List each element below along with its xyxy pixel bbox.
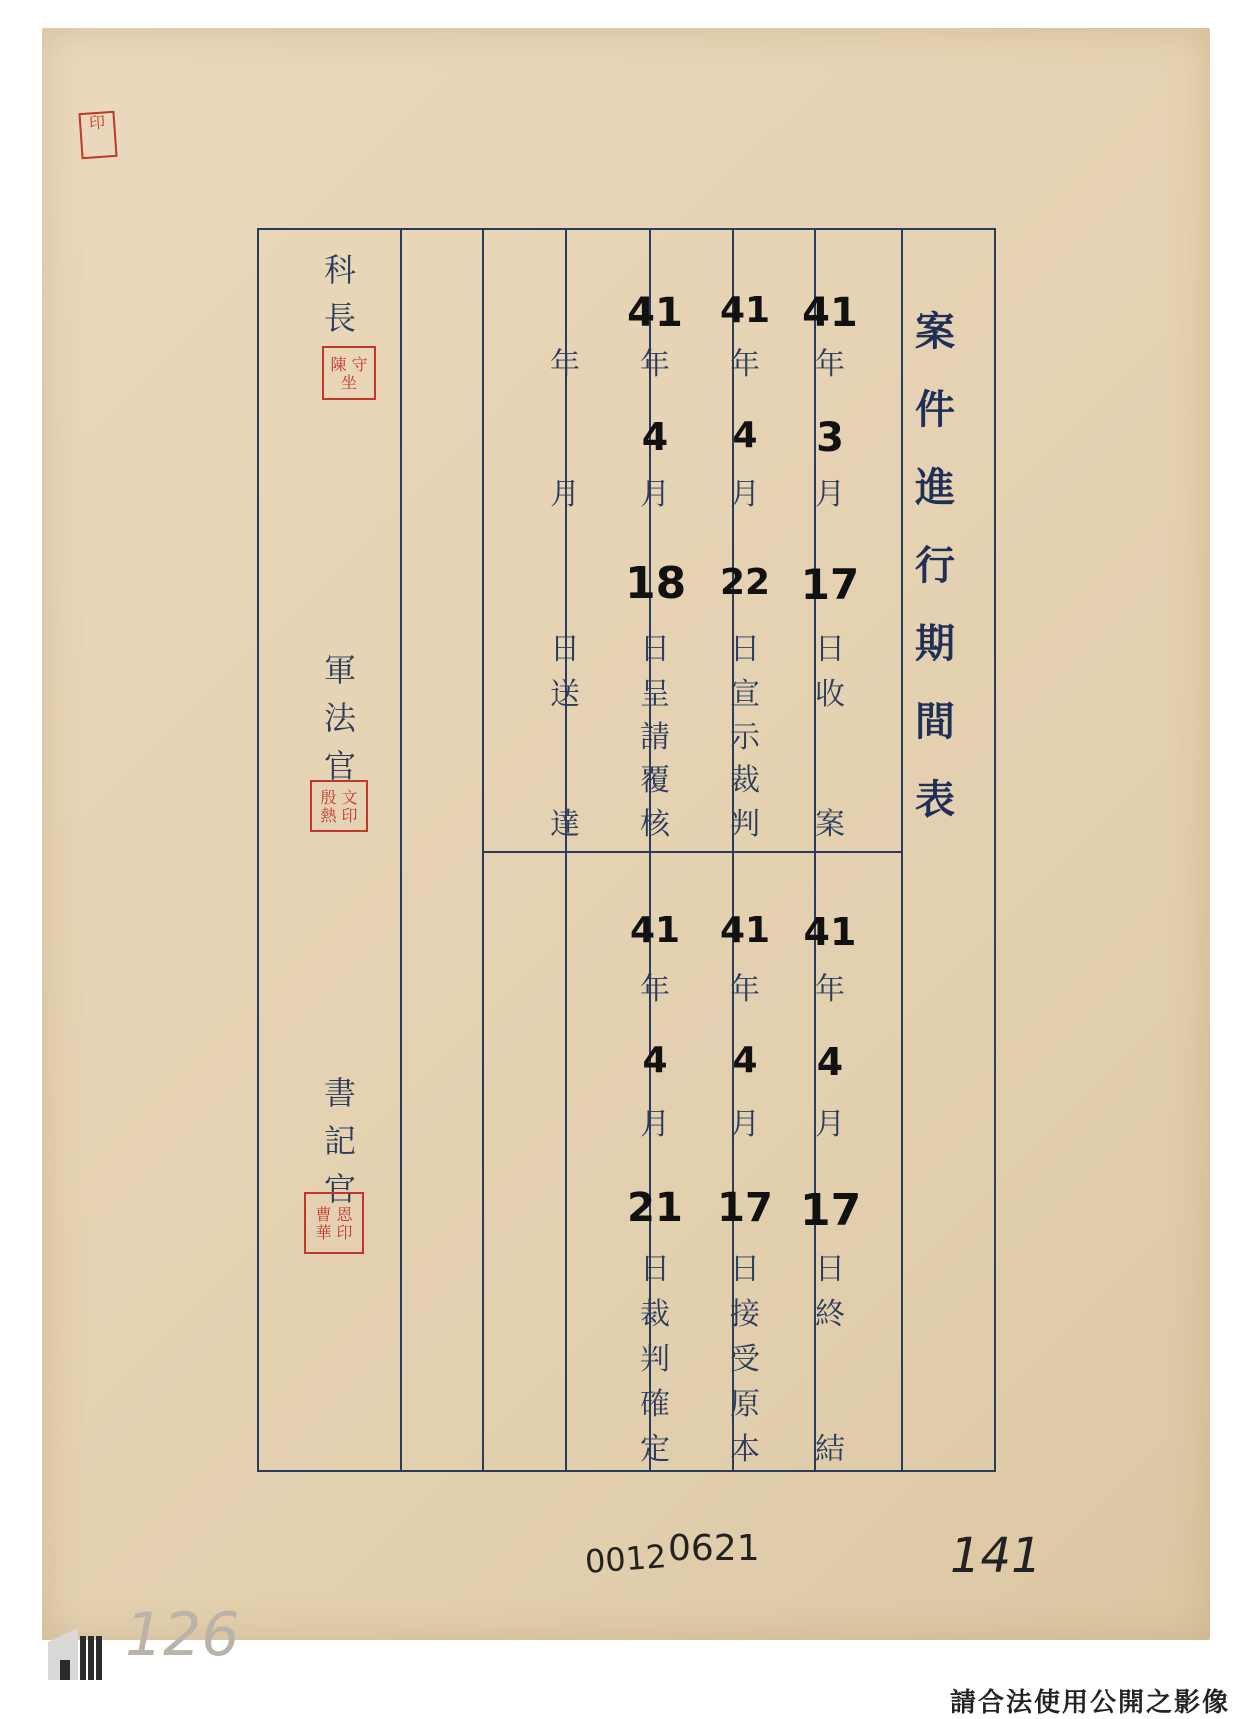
entry-receive-case: 41 年 3 月 17 日 收 案 <box>800 290 860 842</box>
military-judge-seal: 殷 文 熱 印 <box>310 780 368 832</box>
entry-verdict-announced: 41 年 4 月 22 日 宣 示 裁 判 <box>719 290 771 842</box>
page-mark-left: 126 <box>125 1600 240 1670</box>
military-judge-label: 軍 法 官 <box>323 651 356 785</box>
entry-review-request: 41 年 4 月 18 日 呈 請 覆 核 <box>625 290 687 842</box>
corner-seal: 印 <box>78 111 117 159</box>
entry-service: 年 月 日 送 達 <box>550 347 580 842</box>
rule-line <box>482 230 484 1470</box>
usage-notice: 請合法使用公開之影像 <box>950 1688 1231 1718</box>
rule-line <box>482 851 901 853</box>
section-chief-seal: 陳 守 坐 <box>322 346 376 400</box>
archive-number-handwritten: 0012 <box>583 1537 668 1581</box>
archive-number-printed: 0621 <box>668 1528 760 1569</box>
entry-original-received: 41 年 4 月 17 日 接 受 原 本 <box>717 910 773 1467</box>
entry-verdict-final: 41 年 4 月 21 日 裁 判 確 定 <box>627 910 683 1467</box>
page-mark-right: 141 <box>950 1528 1042 1584</box>
entry-case-closed: 41 年 4 月 17 日 終 結 <box>800 910 862 1467</box>
clerk-seal: 曹 恩 華 印 <box>304 1192 364 1254</box>
clerk-label: 書 記 官 <box>323 1074 356 1208</box>
archive-logo-icon <box>40 1620 110 1690</box>
section-chief-label: 科 長 <box>323 251 356 337</box>
rule-line <box>901 230 903 1470</box>
rule-line <box>400 230 402 1470</box>
